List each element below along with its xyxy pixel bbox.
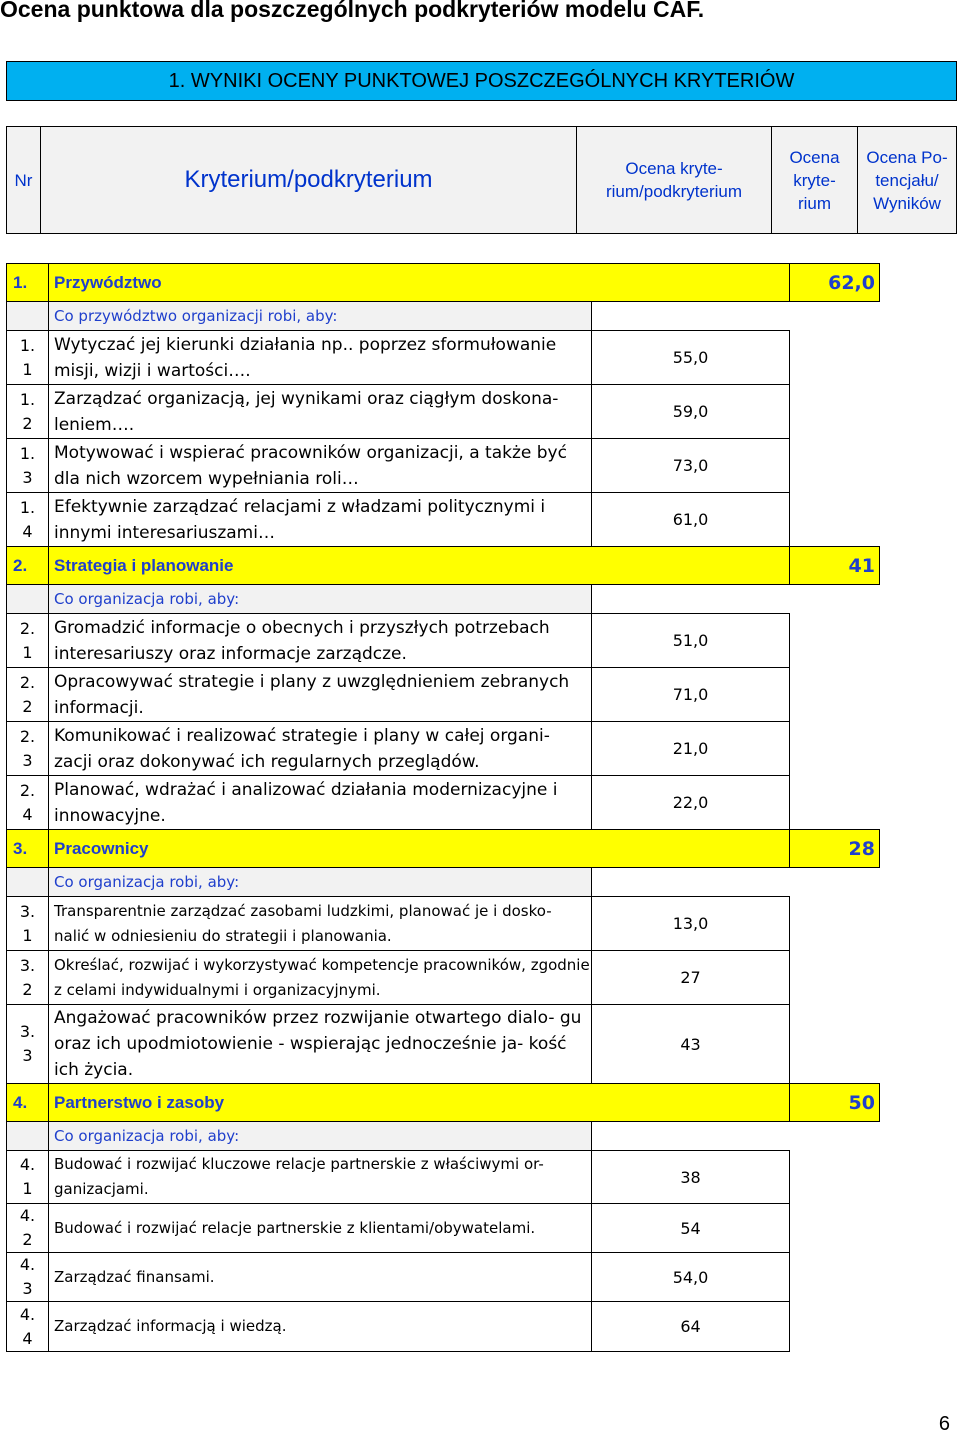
item-score: 73,0 [592, 439, 790, 493]
section-number: 2. [7, 547, 49, 585]
item-text: Transparentnie zarządzać zasobami ludzkimi, planować je i dosko- nalić w odniesieniu do strategii i planowania. [49, 897, 592, 951]
item-number: 1. 3 [7, 439, 49, 493]
header-criterion: Kryterium/podkryterium [40, 126, 577, 234]
subtitle-empty [592, 302, 880, 331]
criterion-row [7, 385, 880, 439]
section-title: Strategia i planowanie [49, 547, 790, 585]
criterion-row [7, 1005, 880, 1084]
header-nr: Nr [6, 126, 41, 234]
item-number: 2. 1 [7, 614, 49, 668]
header-sub-score: Ocena kryte- rium/podkryterium [576, 126, 772, 234]
subtitle-blank [7, 302, 49, 331]
section-number: 3. [7, 830, 49, 868]
section-subtitle: Co organizacja robi, aby: [49, 1122, 592, 1151]
criterion-row [7, 668, 880, 722]
criterion-row [7, 722, 880, 776]
section-title: Przywództwo [49, 264, 790, 302]
item-text: Zarządzać finansami. [49, 1253, 592, 1302]
section-total: 28 [790, 830, 880, 868]
criterion-row [7, 493, 880, 547]
item-number: 4. 3 [7, 1253, 49, 1302]
item-score: 55,0 [592, 331, 790, 385]
criterion-row [7, 897, 880, 951]
item-empty [790, 439, 880, 493]
section-row [7, 547, 880, 585]
item-score: 13,0 [592, 897, 790, 951]
item-text: Opracowywać strategie i plany z uwzględnieniem zebranych informacji. [49, 668, 592, 722]
item-empty [790, 722, 880, 776]
item-number: 3. 3 [7, 1005, 49, 1084]
section-number: 4. [7, 1084, 49, 1122]
item-empty [790, 1151, 880, 1204]
criterion-row [7, 614, 880, 668]
criterion-row [7, 951, 880, 1005]
header-criterion-score: Ocena kryte- rium [771, 126, 858, 234]
item-empty [790, 385, 880, 439]
item-score: 71,0 [592, 668, 790, 722]
item-empty [790, 951, 880, 1005]
section-number: 1. [7, 264, 49, 302]
item-text: Angażować pracowników przez rozwijanie otwartego dialo- gu oraz ich upodmiotowienie - wspierając jednocześnie ja- kość ich życia. [49, 1005, 592, 1084]
criterion-row [7, 1151, 880, 1204]
item-text: Planować, wdrażać i analizować działania modernizacyjne i innowacyjne. [49, 776, 592, 830]
item-text: Określać, rozwijać i wykorzystywać kompetencje pracowników, zgodnie z celami indywidualnymi i organizacyjnymi. [49, 951, 592, 1005]
section-row [7, 1084, 880, 1122]
item-score: 64 [592, 1302, 790, 1352]
item-number: 3. 1 [7, 897, 49, 951]
item-empty [790, 897, 880, 951]
item-number: 4. 1 [7, 1151, 49, 1204]
subtitle-row [7, 585, 880, 614]
item-empty [790, 1005, 880, 1084]
subtitle-empty [592, 585, 880, 614]
subtitle-empty [592, 1122, 880, 1151]
section-title: Pracownicy [49, 830, 790, 868]
item-score: 22,0 [592, 776, 790, 830]
section-subtitle: Co organizacja robi, aby: [49, 868, 592, 897]
item-score: 43 [592, 1005, 790, 1084]
section-subtitle: Co organizacja robi, aby: [49, 585, 592, 614]
item-number: 1. 2 [7, 385, 49, 439]
section-banner: 1. WYNIKI OCENY PUNKTOWEJ POSZCZEGÓLNYCH KRYTERIÓW [6, 61, 957, 101]
item-text: Zarządzać organizacją, jej wynikami oraz ciągłym doskona- leniem…. [49, 385, 592, 439]
subtitle-row [7, 868, 880, 897]
criterion-row [7, 331, 880, 385]
item-number: 2. 2 [7, 668, 49, 722]
item-empty [790, 1253, 880, 1302]
item-number: 1. 1 [7, 331, 49, 385]
section-row [7, 264, 880, 302]
item-score: 54,0 [592, 1253, 790, 1302]
subtitle-row [7, 302, 880, 331]
item-score: 54 [592, 1204, 790, 1253]
item-score: 21,0 [592, 722, 790, 776]
section-subtitle: Co przywództwo organizacji robi, aby: [49, 302, 592, 331]
criterion-row [7, 1253, 880, 1302]
item-empty [790, 493, 880, 547]
item-text: Budować i rozwijać relacje partnerskie z klientami/obywatelami. [49, 1204, 592, 1253]
item-number: 2. 3 [7, 722, 49, 776]
item-text: Zarządzać informacją i wiedzą. [49, 1302, 592, 1352]
item-empty [790, 614, 880, 668]
section-title: Partnerstwo i zasoby [49, 1084, 790, 1122]
subtitle-blank [7, 1122, 49, 1151]
item-number: 4. 4 [7, 1302, 49, 1352]
item-score: 27 [592, 951, 790, 1005]
header-potential: Ocena Po- tencjału/ Wyników [857, 126, 957, 234]
criterion-row [7, 439, 880, 493]
scores-table [6, 263, 880, 1352]
item-empty [790, 1204, 880, 1253]
item-empty [790, 668, 880, 722]
item-score: 38 [592, 1151, 790, 1204]
item-text: Motywować i wspierać pracowników organizacji, a także być dla nich wzorcem wypełniania roli… [49, 439, 592, 493]
item-number: 2. 4 [7, 776, 49, 830]
item-empty [790, 776, 880, 830]
page-title: Ocena punktowa dla poszczególnych podkryteriów modelu CAF. [0, 0, 705, 22]
subtitle-blank [7, 585, 49, 614]
item-text: Efektywnie zarządzać relacjami z władzami politycznymi i innymi interesariuszami… [49, 493, 592, 547]
item-empty [790, 331, 880, 385]
item-number: 3. 2 [7, 951, 49, 1005]
item-number: 1. 4 [7, 493, 49, 547]
section-total: 50 [790, 1084, 880, 1122]
section-row [7, 830, 880, 868]
subtitle-blank [7, 868, 49, 897]
section-total: 62,0 [790, 264, 880, 302]
subtitle-row [7, 1122, 880, 1151]
item-text: Gromadzić informacje o obecnych i przyszłych potrzebach interesariuszy oraz informacje zarządcze. [49, 614, 592, 668]
criterion-row [7, 1302, 880, 1352]
item-score: 61,0 [592, 493, 790, 547]
section-total: 41 [790, 547, 880, 585]
item-score: 59,0 [592, 385, 790, 439]
page-number: 6 [938, 1413, 950, 1435]
subtitle-empty [592, 868, 880, 897]
item-text: Budować i rozwijać kluczowe relacje partnerskie z właściwymi or- ganizacjami. [49, 1151, 592, 1204]
item-text: Komunikować i realizować strategie i plany w całej organi- zacji oraz dokonywać ich regularnych przeglądów. [49, 722, 592, 776]
item-number: 4. 2 [7, 1204, 49, 1253]
criterion-row [7, 1204, 880, 1253]
item-empty [790, 1302, 880, 1352]
criterion-row [7, 776, 880, 830]
item-score: 51,0 [592, 614, 790, 668]
item-text: Wytyczać jej kierunki działania np.. poprzez sformułowanie misji, wizji i wartości…. [49, 331, 592, 385]
